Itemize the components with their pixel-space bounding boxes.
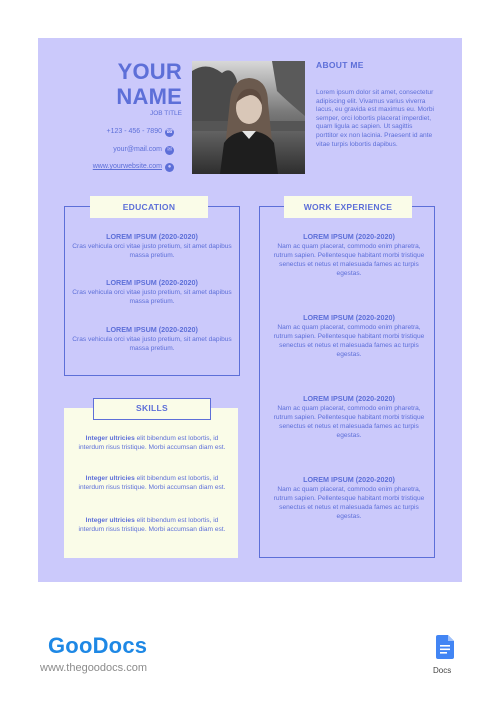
work-heading: LOREM IPSUM (2020-2020) [303, 394, 395, 403]
education-text: Cras vehicula orci vitae justo pretium, sit amet dapibus massa pretium. [72, 336, 232, 352]
education-heading: LOREM IPSUM (2020-2020) [106, 232, 198, 241]
skill-text: elit bibendum est lobortis, id interdum risus tristique. Morbi accumsan diam est. [78, 475, 226, 491]
about-title: ABOUT ME [316, 60, 364, 70]
google-docs-icon[interactable] [436, 635, 454, 659]
education-text: Cras vehicula orci vitae justo pretium, sit amet dapibus massa pretium. [72, 289, 232, 305]
resume-page [38, 38, 462, 582]
phone-text: +123 - 456 - 7890 [106, 128, 162, 135]
work-item [269, 394, 429, 440]
contact-email [34, 145, 174, 155]
name-line-1: YOUR [117, 59, 182, 84]
email-icon: ✉ [166, 146, 173, 153]
contact-phone [34, 127, 174, 137]
work-text: Nam ac quam placerat, commodo enim pharetra, rutrum sapien. Pellentesque habitant morbi tristique senectus et netus et malesuada fames ac turpis egestas. [273, 486, 425, 520]
goodocs-logo[interactable]: GooDocs [48, 633, 148, 658]
website-link[interactable]: www.yourwebsite.com [92, 163, 162, 170]
profile-photo-image [192, 61, 305, 174]
docs-label: Docs [433, 666, 452, 675]
goodocs-site-link[interactable]: www.thegoodocs.com [40, 662, 147, 674]
education-text: Cras vehicula orci vitae justo pretium, sit amet dapibus massa pretium. [72, 243, 232, 259]
email-text: your@mail.com [113, 146, 162, 153]
education-title: EDUCATION [90, 196, 208, 218]
skill-bold: Integer ultricies [85, 475, 135, 482]
work-text: Nam ac quam placerat, commodo enim pharetra, rutrum sapien. Pellentesque habitant morbi tristique senectus et netus et malesuada fames ac turpis egestas. [273, 243, 425, 277]
work-heading: LOREM IPSUM (2020-2020) [303, 475, 395, 484]
skill-item [72, 475, 232, 492]
name-line-2: NAME [116, 84, 182, 109]
resume-name [110, 59, 182, 109]
globe-icon: ● [165, 163, 174, 172]
work-text: Nam ac quam placerat, commodo enim pharetra, rutrum sapien. Pellentesque habitant morbi tristique senectus et netus et malesuada fames ac turpis egestas. [273, 405, 425, 439]
education-heading: LOREM IPSUM (2020-2020) [106, 278, 198, 287]
skill-bold: Integer ultricies [85, 517, 135, 524]
education-heading: LOREM IPSUM (2020-2020) [106, 325, 198, 334]
work-item [269, 475, 429, 521]
work-heading: LOREM IPSUM (2020-2020) [303, 313, 395, 322]
work-heading: LOREM IPSUM (2020-2020) [303, 232, 395, 241]
education-item [72, 232, 232, 260]
contact-website[interactable] [34, 162, 174, 172]
work-experience-title: WORK EXPERIENCE [284, 196, 412, 218]
job-title: JOB TITLE [149, 110, 182, 117]
work-item [269, 232, 429, 278]
skill-bold: Integer ultricies [85, 435, 135, 442]
phone-icon: ☎ [165, 128, 174, 135]
education-item [72, 325, 232, 353]
education-item [72, 278, 232, 306]
about-text: Lorem ipsum dolor sit amet, consectetur adipiscing elit. Vivamus varius viverra lacus, eu gravida est maximus eu. Morbi semper, orci lobortis placerat imperdiet, quam ligula ac sapien. Ut sagittis porttitor ex non lacinia. Praesent id ante vitae turpis lobortis dapibus. [316, 89, 435, 148]
skills-title: SKILLS [93, 398, 211, 420]
work-item [269, 313, 429, 359]
work-text: Nam ac quam placerat, commodo enim pharetra, rutrum sapien. Pellentesque habitant morbi tristique senectus et netus et malesuada fames ac turpis egestas. [273, 324, 425, 358]
skill-text: elit bibendum est lobortis, id interdum risus tristique. Morbi accumsan diam est. [78, 435, 226, 451]
skill-text: elit bibendum est lobortis, id interdum risus tristique. Morbi accumsan diam est. [78, 517, 226, 533]
skill-item [72, 517, 232, 534]
skill-item [72, 435, 232, 452]
profile-photo [192, 61, 305, 174]
